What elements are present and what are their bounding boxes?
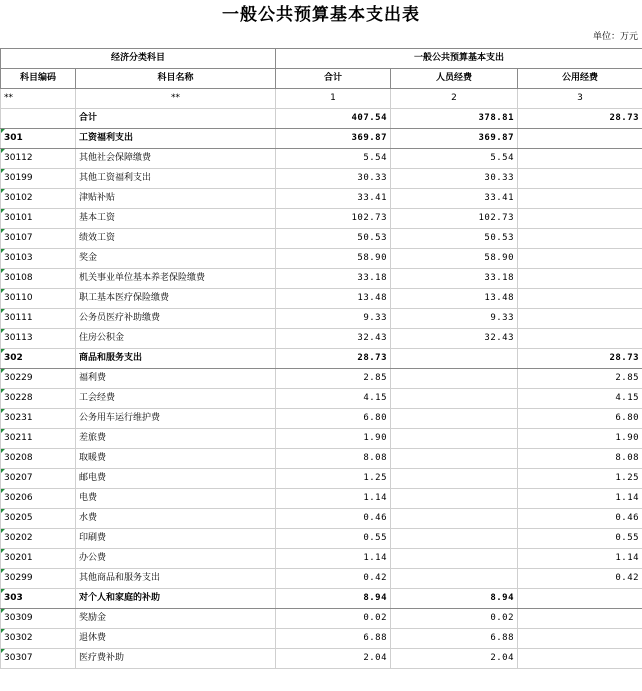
cell-public[interactable] bbox=[518, 629, 642, 649]
table-row bbox=[1, 349, 642, 369]
cell-total[interactable]: 1.14 bbox=[276, 489, 391, 509]
table-row bbox=[1, 189, 642, 209]
cell-total[interactable]: 5.54 bbox=[276, 149, 391, 169]
cell-public[interactable] bbox=[518, 149, 642, 169]
cell-public[interactable]: 0.55 bbox=[518, 529, 642, 549]
table-row bbox=[1, 409, 642, 429]
cell-personnel[interactable]: 32.43 bbox=[391, 329, 518, 349]
cell-code[interactable]: 30207 bbox=[1, 469, 76, 489]
cell-personnel[interactable]: 13.48 bbox=[391, 289, 518, 309]
table-row bbox=[1, 249, 642, 269]
cell-code[interactable]: 30102 bbox=[1, 189, 76, 209]
cell-name[interactable]: 其他商品和服务支出 bbox=[76, 569, 276, 589]
header-name[interactable]: 科目名称 bbox=[76, 69, 276, 89]
cell-total[interactable]: 9.33 bbox=[276, 309, 391, 329]
cell-total[interactable]: 6.80 bbox=[276, 409, 391, 429]
cell-code[interactable]: 30112 bbox=[1, 149, 76, 169]
table-row bbox=[1, 569, 642, 589]
cell-name[interactable]: 职工基本医疗保险缴费 bbox=[76, 289, 276, 309]
header-column-row bbox=[1, 69, 642, 89]
cell-personnel[interactable]: 9.33 bbox=[391, 309, 518, 329]
cell-name[interactable]: 奖金 bbox=[76, 249, 276, 269]
cell-public[interactable] bbox=[518, 249, 642, 269]
cell-public[interactable]: 1.90 bbox=[518, 429, 642, 449]
cell-code[interactable]: 30307 bbox=[1, 649, 76, 669]
table-row bbox=[1, 209, 642, 229]
cell-total[interactable]: 0.55 bbox=[276, 529, 391, 549]
index-code[interactable]: ** bbox=[1, 89, 76, 109]
cell-code[interactable]: 30199 bbox=[1, 169, 76, 189]
cell-total[interactable]: 13.48 bbox=[276, 289, 391, 309]
cell-public[interactable]: 28.73 bbox=[518, 349, 642, 369]
table-row bbox=[1, 489, 642, 509]
cell-total[interactable]: 33.18 bbox=[276, 269, 391, 289]
cell-personnel[interactable] bbox=[391, 529, 518, 549]
cell-total[interactable]: 1.14 bbox=[276, 549, 391, 569]
cell-name[interactable]: 公务用车运行维护费 bbox=[76, 409, 276, 429]
cell-public[interactable] bbox=[518, 649, 642, 669]
header-group-row bbox=[1, 49, 642, 69]
cell-public[interactable] bbox=[518, 289, 642, 309]
cell-name[interactable]: 印刷费 bbox=[76, 529, 276, 549]
cell-public[interactable]: 28.73 bbox=[518, 109, 642, 129]
table-row bbox=[1, 149, 642, 169]
cell-public[interactable]: 4.15 bbox=[518, 389, 642, 409]
cell-personnel[interactable] bbox=[391, 509, 518, 529]
cell-code[interactable]: 30107 bbox=[1, 229, 76, 249]
table-row bbox=[1, 449, 642, 469]
cell-public[interactable] bbox=[518, 169, 642, 189]
cell-personnel[interactable]: 2.04 bbox=[391, 649, 518, 669]
cell-personnel[interactable] bbox=[391, 449, 518, 469]
cell-name[interactable]: 福利费 bbox=[76, 369, 276, 389]
header-personnel[interactable]: 人员经费 bbox=[391, 69, 518, 89]
cell-personnel[interactable] bbox=[391, 549, 518, 569]
budget-table bbox=[0, 48, 642, 669]
cell-total[interactable]: 8.08 bbox=[276, 449, 391, 469]
table-row bbox=[1, 229, 642, 249]
cell-code[interactable]: 30206 bbox=[1, 489, 76, 509]
index-name[interactable]: ** bbox=[76, 89, 276, 109]
cell-personnel[interactable] bbox=[391, 349, 518, 369]
cell-public[interactable]: 8.08 bbox=[518, 449, 642, 469]
cell-name[interactable]: 办公费 bbox=[76, 549, 276, 569]
cell-personnel[interactable]: 102.73 bbox=[391, 209, 518, 229]
header-code[interactable]: 科目编码 bbox=[1, 69, 76, 89]
table-row bbox=[1, 109, 642, 129]
index-total[interactable]: 1 bbox=[276, 89, 391, 109]
cell-name[interactable]: 合计 bbox=[76, 109, 276, 129]
cell-name[interactable]: 其他社会保障缴费 bbox=[76, 149, 276, 169]
index-public[interactable]: 3 bbox=[518, 89, 642, 109]
cell-total[interactable]: 50.53 bbox=[276, 229, 391, 249]
cell-name[interactable]: 邮电费 bbox=[76, 469, 276, 489]
cell-total[interactable]: 6.88 bbox=[276, 629, 391, 649]
cell-total[interactable]: 0.46 bbox=[276, 509, 391, 529]
cell-code[interactable]: 30302 bbox=[1, 629, 76, 649]
cell-personnel[interactable]: 30.33 bbox=[391, 169, 518, 189]
cell-total[interactable]: 28.73 bbox=[276, 349, 391, 369]
cell-personnel[interactable]: 8.94 bbox=[391, 589, 518, 609]
cell-code[interactable]: 301 bbox=[1, 129, 76, 149]
cell-total[interactable]: 8.94 bbox=[276, 589, 391, 609]
cell-personnel[interactable]: 369.87 bbox=[391, 129, 518, 149]
cell-code[interactable]: 303 bbox=[1, 589, 76, 609]
cell-total[interactable]: 58.90 bbox=[276, 249, 391, 269]
table-row bbox=[1, 509, 642, 529]
index-row bbox=[1, 89, 642, 109]
table-row bbox=[1, 389, 642, 409]
header-total[interactable]: 合计 bbox=[276, 69, 391, 89]
cell-public[interactable]: 2.85 bbox=[518, 369, 642, 389]
cell-code[interactable]: 30101 bbox=[1, 209, 76, 229]
cell-public[interactable]: 1.14 bbox=[518, 489, 642, 509]
cell-public[interactable] bbox=[518, 309, 642, 329]
cell-total[interactable]: 102.73 bbox=[276, 209, 391, 229]
table-row bbox=[1, 629, 642, 649]
cell-name[interactable]: 工会经费 bbox=[76, 389, 276, 409]
cell-name[interactable]: 电费 bbox=[76, 489, 276, 509]
cell-personnel[interactable]: 50.53 bbox=[391, 229, 518, 249]
cell-code[interactable]: 30229 bbox=[1, 369, 76, 389]
table-row bbox=[1, 649, 642, 669]
table-row bbox=[1, 309, 642, 329]
table-row bbox=[1, 329, 642, 349]
cell-code[interactable]: 30228 bbox=[1, 389, 76, 409]
index-personnel[interactable]: 2 bbox=[391, 89, 518, 109]
cell-code[interactable]: 30103 bbox=[1, 249, 76, 269]
cell-personnel[interactable] bbox=[391, 389, 518, 409]
table-row bbox=[1, 529, 642, 549]
cell-public[interactable] bbox=[518, 189, 642, 209]
cell-personnel[interactable]: 33.18 bbox=[391, 269, 518, 289]
cell-total[interactable]: 4.15 bbox=[276, 389, 391, 409]
table-row bbox=[1, 469, 642, 489]
cell-total[interactable]: 407.54 bbox=[276, 109, 391, 129]
cell-personnel[interactable] bbox=[391, 429, 518, 449]
table-row bbox=[1, 369, 642, 389]
cell-name[interactable]: 退休费 bbox=[76, 629, 276, 649]
unit-label: 单位：万元 bbox=[592, 32, 638, 42]
cell-code[interactable]: 30113 bbox=[1, 329, 76, 349]
cell-personnel[interactable] bbox=[391, 489, 518, 509]
cell-total[interactable]: 30.33 bbox=[276, 169, 391, 189]
cell-public[interactable]: 0.42 bbox=[518, 569, 642, 589]
cell-name[interactable]: 住房公积金 bbox=[76, 329, 276, 349]
cell-total[interactable]: 0.42 bbox=[276, 569, 391, 589]
cell-public[interactable] bbox=[518, 329, 642, 349]
cell-code[interactable]: 30108 bbox=[1, 269, 76, 289]
cell-personnel[interactable]: 378.81 bbox=[391, 109, 518, 129]
header-group-left[interactable]: 经济分类科目 bbox=[1, 49, 276, 69]
cell-code[interactable]: 30201 bbox=[1, 549, 76, 569]
cell-code[interactable]: 302 bbox=[1, 349, 76, 369]
cell-name[interactable]: 取暖费 bbox=[76, 449, 276, 469]
cell-total[interactable]: 33.41 bbox=[276, 189, 391, 209]
table-row bbox=[1, 549, 642, 569]
cell-personnel[interactable]: 6.88 bbox=[391, 629, 518, 649]
table-row bbox=[1, 269, 642, 289]
cell-public[interactable]: 6.80 bbox=[518, 409, 642, 429]
cell-public[interactable] bbox=[518, 589, 642, 609]
cell-name[interactable]: 津贴补贴 bbox=[76, 189, 276, 209]
table-row bbox=[1, 129, 642, 149]
cell-total[interactable]: 1.90 bbox=[276, 429, 391, 449]
cell-total[interactable]: 32.43 bbox=[276, 329, 391, 349]
cell-code[interactable]: 30110 bbox=[1, 289, 76, 309]
cell-name[interactable]: 绩效工资 bbox=[76, 229, 276, 249]
cell-personnel[interactable] bbox=[391, 469, 518, 489]
cell-public[interactable] bbox=[518, 209, 642, 229]
cell-name[interactable]: 奖励金 bbox=[76, 609, 276, 629]
cell-code[interactable]: 30299 bbox=[1, 569, 76, 589]
cell-name[interactable]: 水费 bbox=[76, 509, 276, 529]
table-row bbox=[1, 169, 642, 189]
cell-name[interactable]: 其他工资福利支出 bbox=[76, 169, 276, 189]
cell-personnel[interactable]: 33.41 bbox=[391, 189, 518, 209]
cell-public[interactable] bbox=[518, 609, 642, 629]
header-group-right[interactable]: 一般公共预算基本支出 bbox=[276, 49, 642, 69]
cell-personnel[interactable]: 0.02 bbox=[391, 609, 518, 629]
cell-public[interactable] bbox=[518, 269, 642, 289]
cell-name[interactable]: 基本工资 bbox=[76, 209, 276, 229]
cell-name[interactable]: 对个人和家庭的补助 bbox=[76, 589, 276, 609]
cell-total[interactable]: 2.04 bbox=[276, 649, 391, 669]
cell-public[interactable]: 1.14 bbox=[518, 549, 642, 569]
cell-name[interactable]: 工资福利支出 bbox=[76, 129, 276, 149]
table-row bbox=[1, 429, 642, 449]
cell-name[interactable]: 公务员医疗补助缴费 bbox=[76, 309, 276, 329]
table-row bbox=[1, 289, 642, 309]
cell-name[interactable]: 差旅费 bbox=[76, 429, 276, 449]
cell-total[interactable]: 1.25 bbox=[276, 469, 391, 489]
cell-name[interactable]: 机关事业单位基本养老保险缴费 bbox=[76, 269, 276, 289]
header-public[interactable]: 公用经费 bbox=[518, 69, 642, 89]
cell-code[interactable]: 30111 bbox=[1, 309, 76, 329]
cell-public[interactable]: 1.25 bbox=[518, 469, 642, 489]
cell-code[interactable]: 30202 bbox=[1, 529, 76, 549]
cell-public[interactable] bbox=[518, 229, 642, 249]
cell-personnel[interactable] bbox=[391, 369, 518, 389]
cell-total[interactable]: 369.87 bbox=[276, 129, 391, 149]
cell-name[interactable]: 商品和服务支出 bbox=[76, 349, 276, 369]
cell-code[interactable]: 30309 bbox=[1, 609, 76, 629]
cell-total[interactable]: 0.02 bbox=[276, 609, 391, 629]
cell-public[interactable]: 0.46 bbox=[518, 509, 642, 529]
cell-public[interactable] bbox=[518, 129, 642, 149]
cell-code[interactable]: 30231 bbox=[1, 409, 76, 429]
page-title: 一般公共预算基本支出表 bbox=[222, 5, 420, 25]
cell-code[interactable] bbox=[1, 109, 76, 129]
cell-personnel[interactable] bbox=[391, 569, 518, 589]
cell-code[interactable]: 30211 bbox=[1, 429, 76, 449]
table-body bbox=[1, 49, 642, 669]
cell-total[interactable]: 2.85 bbox=[276, 369, 391, 389]
cell-name[interactable]: 医疗费补助 bbox=[76, 649, 276, 669]
cell-personnel[interactable]: 58.90 bbox=[391, 249, 518, 269]
cell-personnel[interactable]: 5.54 bbox=[391, 149, 518, 169]
cell-code[interactable]: 30208 bbox=[1, 449, 76, 469]
cell-code[interactable]: 30205 bbox=[1, 509, 76, 529]
cell-personnel[interactable] bbox=[391, 409, 518, 429]
table-row bbox=[1, 589, 642, 609]
table-row bbox=[1, 609, 642, 629]
